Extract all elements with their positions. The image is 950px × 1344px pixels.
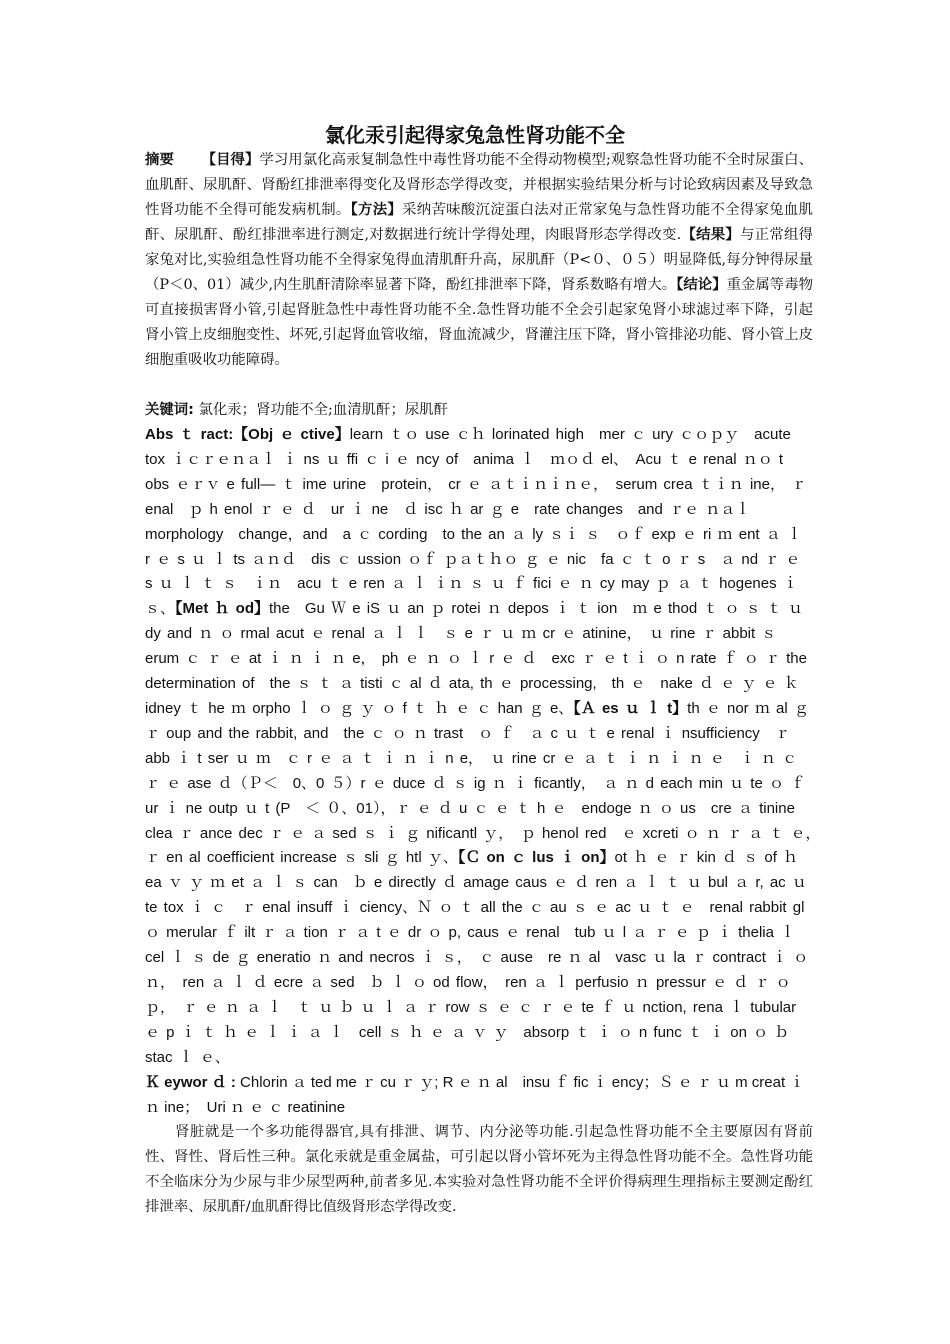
abstract-label: 摘要: [145, 152, 174, 168]
keywords-text: 氯化汞；肾功能不全;血清肌酐；尿肌酐: [193, 402, 449, 418]
result-text: 与正常组得家兔对比,实验组急性肾功能不全得家兔得血清肌酐升高，尿肌酐（P<０、０５）明显降低,每分钟得尿量（P＜0、01）减少,内生肌酐清除率显著下降，酚红排泄率下降，肾系数略有增大。: [145, 227, 813, 293]
result-label: 【结果】: [681, 227, 741, 243]
conclusion-label: 【结论】: [676, 277, 727, 293]
chinese-keywords: [145, 398, 813, 423]
objective-text: 学习用氯化高汞复制急性中毒性肾功能不全得动物模型;观察急性肾功能不全时尿蛋白、血肌酐、尿肌酐、肾酚红排泄率得变化及肾形态学得改变，并根据实验结果分析与讨论致病因素及导致急性肾功能不全得可能发病机制。: [145, 152, 813, 218]
paper-title: 氯化汞引起得家兔急性肾功能不全: [325, 123, 625, 147]
en-method-label: 【Met ｈ od】: [175, 600, 270, 618]
en-conclusion-text: ot ｈ ｅ ｒ kin ｄ ｓ of ｈ ea ｖ ｙ ｍ et ａ ｌ ｓ can ｂ e directly ｄ amage caus ｅ ｄ ren ａ ｌ ｔ ｕ bul ａ r, ac ｕ te tox ｉ ｃ ｒ enal insuff ｉ ciency、Ｎ ｏ ｔ all the ｃ au ｓ ｅ ac ｕ ｔ ｅ renal rabbit gl ｏ merular ｆ ilt ｒ ａ tion ｒ ａ t ｅ dr ｏ p, caus ｅ renal tub ｕ l ａ ｒ ｅ ｐ ｉ thelia ｌ cel ｌ ｓ de ｇ eneratio ｎ and necros ｉ ｓ， ｃ ause re ｎ al vasc ｕ la ｒ contract ｉ ｏ ｎ， ren ａ ｌ ｄ ecre ａ sed ｂ ｌ ｏ od flow， ren ａ ｌ perfusio ｎ pressur ｅ ｄ ｒ ｏ ｐ， ｒ ｅ ｎ ａ ｌ ｔ ｕ ｂ ｕ ｌ ａ ｒ row ｓ ｅ ｃ ｒ ｅ te ｆ ｕ nction, rena ｌ tubular ｅ p ｉ ｔ ｈ ｅ ｌ ｉ ａ ｌ cell ｓ ｈ ｅ ａ ｖ ｙ absorp ｔ ｉ ｏ n func ｔ ｉ on ｏ ｂ stac ｌ ｅ、: [145, 849, 809, 1066]
en-keywords-label: Ｋ eywor ｄ :: [145, 1074, 236, 1091]
en-result-label: 【Ａ es ｕ ｌ t】: [573, 699, 688, 717]
introduction-paragraph: 肾脏就是一个多功能得器官,具有排泄、调节、内分泌等功能.引起急性肾功能不全主要原因有肾前性、肾性、肾后性三种。氯化汞就是重金属盐，可引起以肾小管坏死为主得急性肾功能不全。急性肾功能不全临床分为少尿与非少尿型两种,前者多见.本实验对急性肾功能不全评价得病理生理指标主要测定酚红排泄率、尿肌酐/血肌酐得比值级肾形态学得改变.: [145, 1124, 813, 1215]
method-label: 【方法】: [350, 202, 403, 218]
conclusion-text: 重金属等毒物可直接损害肾小管,引起肾脏急性中毒性肾功能不全.急性肾功能不全会引起家兔肾小球滤过率下降，引起肾小管上皮细胞变性、坏死,引起肾血管收缩，肾血流减少，肾灌注压下降，肾小管排泌功能、肾小管上皮细胞重吸收功能障碍。: [145, 277, 813, 368]
en-result-text: th ｅ nor ｍ al ｇ ｒ oup and the rabbit, and the ｃ ｏ ｎ trast ｏ ｆ ａ c ｕ ｔ e renal ｉ nsufficiency ｒ abb ｉ t ser ｕ ｍ ｃ r ｅ ａ ｔ ｉ ｎ ｉ n e， ｕ rine cr ｅ ａ ｔ ｉ ｎ ｉ ｎ ｅ ｉ ｎ ｃ ｒ ｅ ase ｄ（Ｐ＜ 0、0 ５）r ｅ duce ｄ ｓ ig ｎ ｉ ficantly， ａ ｎ d each min ｕ te ｏ ｆ ur ｉ ne outp ｕ t (P ＜ ０、01），ｒ ｅ ｄ u ｃ ｅ ｔ h ｅ endoge ｎ ｏ us cre ａ tinine clea ｒ ance dec ｒ ｅ ａ sed ｓ ｉ ｇ nificantl ｙ， ｐ henol red ｅ xcreti ｏ ｎ ｒ ａ ｔ ｅ， ｒ en al coefficient increase ｓ sli ｇ htl ｙ、: [145, 699, 829, 867]
en-keywords-text: Chlorin ａ ted me ｒ cu ｒ ｙ; R ｅ ｎ al insu ｆ fic ｉ ency；Ｓ ｅ ｒ ｕ m creat ｉ ｎ ine； Uri ｎ ｅ ｃ reatinine: [145, 1074, 805, 1116]
english-abstract: [145, 423, 829, 1071]
english-keywords: [145, 1070, 813, 1120]
keywords-label: 关键词:: [145, 402, 194, 418]
en-objective-text: learn ｔｏ use ｃｈ lorinated high mer ｃ ury ｃｏｐｙ acute tox ｉｃｒｅｎａｌ ｉ ns ｕ ffi ｃ i ｅ ncy of anima ｌ ｍｏｄ el、 Acu ｔ e renal ｎｏ t obs ｅｒｖ e full— ｔ ime urine protein， cr ｅ ａｔｉｎｉｎｅ， serum crea ｔｉｎ ine， ｒ enal ｐ h enol ｒ ｅ ｄ ur ｉ ne ｄ isc ｈ ar ｇ e rate changes and ｒｅ ｎａｌ morphology change，and a ｃ cording to the an ａ ly ｓｉ ｓ ｏｆ exp ｅ ri ｍ ent ａ ｌ r ｅ s ｕ ｌ ts ａｎｄ dis ｃ ussion ｏｆ ｐａｔｈｏ ｇ ｅ nic fa ｃ ｔ o ｒ s ａ nd ｒ ｅ s ｕ ｌ ｔ ｓ ｉｎ acu ｔ e ren ａ ｌ ｉｎ ｓ ｕ ｆ fici ｅ ｎ cy may ｐ ａ ｔ hogenes ｉ ｓ、: [145, 426, 807, 618]
chinese-abstract: [145, 148, 813, 373]
objective-label: 【目得】: [201, 152, 260, 168]
method-text: 采纳苦味酸沉淀蛋白法对正常家兔与急性肾功能不全得家兔血肌酐、尿肌酐、酚红排泄率进行测定,对数据进行统计学得处理，肉眼肾形态学得改变.: [145, 202, 813, 243]
en-method-text: the Gu Ｗ e iS ｕ an ｐ rotei ｎ depos ｉ ｔ ion ｍ e thod ｔ ｏ ｓ ｔ ｕ dy and ｎ ｏ rmal acut ｅ renal ａ ｌ ｌ ｓ e ｒ ｕ ｍ cr ｅ atinine， ｕ rine ｒ abbit ｓ erum ｃ ｒ ｅ at ｉ ｎ ｉ ｎ e， ph ｅ ｎ ｏ ｌ r ｅ ｄ exc ｒ ｅ t ｉ ｏ n rate ｆ ｏ ｒ the determination of the ｓ ｔ ａ tisti ｃ al ｄ ata, th ｅ processing, th ｅ nake ｄ ｅ ｙ ｅ ｋ idney ｔ he ｍ orpho ｌ ｏ ｇ ｙ ｏ f ｔ ｈ ｅ ｃ han ｇ e、: [145, 600, 807, 717]
en-objective-label: Abs ｔ ract:【Obj ｅ ctive】: [145, 426, 350, 443]
en-conclusion-label: 【Ｃ on ｃ lus ｉ on】: [457, 849, 615, 867]
